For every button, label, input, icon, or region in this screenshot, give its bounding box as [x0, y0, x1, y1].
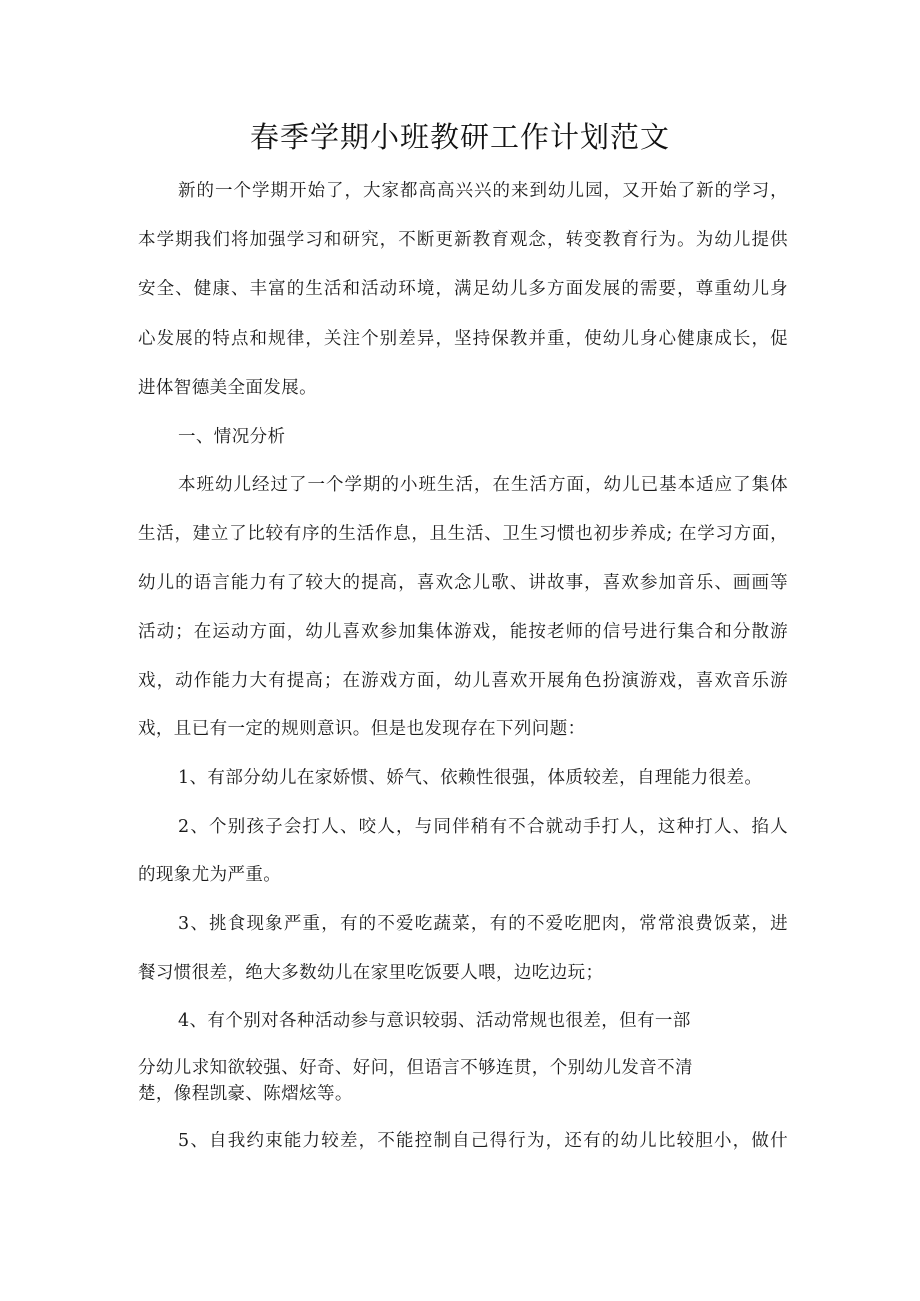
text-line: 戏，动作能力大有提高；在游戏方面，幼儿喜欢开展角色扮演游戏，喜欢音乐游	[138, 671, 788, 691]
text-line: 幼儿的语言能力有了较大的提高，喜欢念儿歌、讲故事，喜欢参加音乐、画画等	[138, 573, 788, 593]
text-line: 分幼儿求知欲较强、好奇、好问，但语言不够连贯，个别幼儿发音不清	[138, 1058, 693, 1078]
text-line: 的现象尤为严重。	[138, 865, 282, 885]
text-line: 戏，且已有一定的规则意识。但是也发现存在下列问题：	[138, 719, 586, 739]
list-item: 1、有部分幼儿在家娇惯、娇气、依赖性很强，体质较差，自理能力很差。	[178, 768, 763, 788]
section-heading: 一、情况分析	[178, 427, 286, 447]
text-line: 进体智德美全面发展。	[138, 378, 317, 398]
text-line: 活动；在运动方面，幼儿喜欢参加集体游戏，能按老师的信号进行集合和分散游	[138, 622, 788, 642]
text-line: 生活，建立了比较有序的生活作息，且生活、卫生习惯也初步养成; 在学习方面，	[138, 524, 788, 544]
text-line: 本班幼儿经过了一个学期的小班生活，在生活方面，幼儿已基本适应了集体	[178, 475, 788, 495]
text-line: 心发展的特点和规律，关注个别差异，坚持保教并重，使幼儿身心健康成长，促	[138, 329, 788, 349]
text-line: 安全、健康、丰富的生活和活动环境，满足幼儿多方面发展的需要，尊重幼儿身	[138, 279, 788, 299]
list-item: 3、挑食现象严重，有的不爱吃蔬菜，有的不爱吃肥肉，常常浪费饭菜，进	[178, 914, 788, 934]
text-line: 餐习惯很差，绝大多数幼儿在家里吃饭要人喂，边吃边玩；	[138, 963, 604, 983]
text-line: 新的一个学期开始了，大家都高高兴兴的来到幼儿园，又开始了新的学习，	[178, 181, 788, 201]
text-line: 楚，像程凯豪、陈熠炫等。	[138, 1084, 353, 1104]
list-item: 4、有个别对各种活动参与意识较弱、活动常规也很差，但有一部	[178, 1011, 691, 1031]
list-item: 5、自我约束能力较差，不能控制自己得行为，还有的幼儿比较胆小，做什	[178, 1131, 788, 1151]
text-line: 本学期我们将加强学习和研究，不断更新教育观念，转变教育行为。为幼儿提供	[138, 230, 788, 250]
page-title: 春季学期小班教研工作计划范文	[249, 120, 670, 154]
list-item: 2、个别孩子会打人、咬人，与同伴稍有不合就动手打人，这种打人、掐人	[178, 817, 788, 837]
